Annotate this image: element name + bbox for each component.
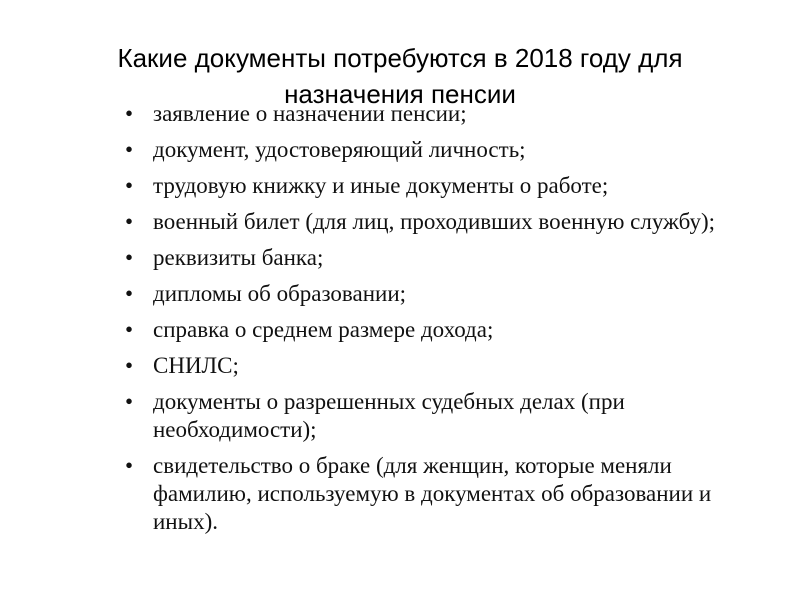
bullet-icon: •: [125, 209, 134, 234]
list-item: [125, 388, 775, 444]
bullet-icon: •: [125, 281, 134, 306]
document-list: [125, 100, 775, 544]
bullet-icon: •: [125, 101, 134, 126]
bullet-icon: •: [125, 317, 134, 342]
list-item-text: СНИЛС;: [153, 353, 239, 378]
list-item-text: реквизиты банка;: [153, 245, 324, 270]
list-item: [125, 452, 775, 536]
bullet-icon: •: [125, 353, 134, 378]
list-item: [125, 172, 775, 200]
list-item: [125, 136, 775, 164]
bullet-icon: •: [125, 389, 134, 414]
list-item-text: дипломы об образовании;: [153, 281, 407, 306]
list-item: [125, 208, 775, 236]
slide-title-line-2: назначения пенсии: [284, 79, 516, 109]
bullet-icon: •: [125, 245, 134, 270]
list-item: [125, 244, 775, 272]
list-item-text: документы о разрешенных судебных делах (при необходимости);: [153, 389, 625, 442]
bullet-icon: •: [125, 173, 134, 198]
list-item: [125, 316, 775, 344]
list-item-text: военный билет (для лиц, проходивших военную службу);: [153, 209, 716, 234]
list-item-text: свидетельство о браке (для женщин, которые меняли фамилию, используемую в документах об образовании и иных).: [153, 453, 712, 534]
list-item: [125, 280, 775, 308]
list-item-text: трудовую книжку и иные документы о работе;: [153, 173, 609, 198]
bullet-icon: •: [125, 453, 134, 478]
slide-title: [40, 40, 760, 112]
bullet-icon: •: [125, 137, 134, 162]
list-item: [125, 352, 775, 380]
list-item-text: справка о среднем размере дохода;: [153, 317, 494, 342]
list-item-text: заявление о назначении пенсии;: [153, 101, 467, 126]
slide-title-line-1: Какие документы потребуются в 2018 году для: [117, 43, 683, 73]
list-item-text: документ, удостоверяющий личность;: [153, 137, 526, 162]
